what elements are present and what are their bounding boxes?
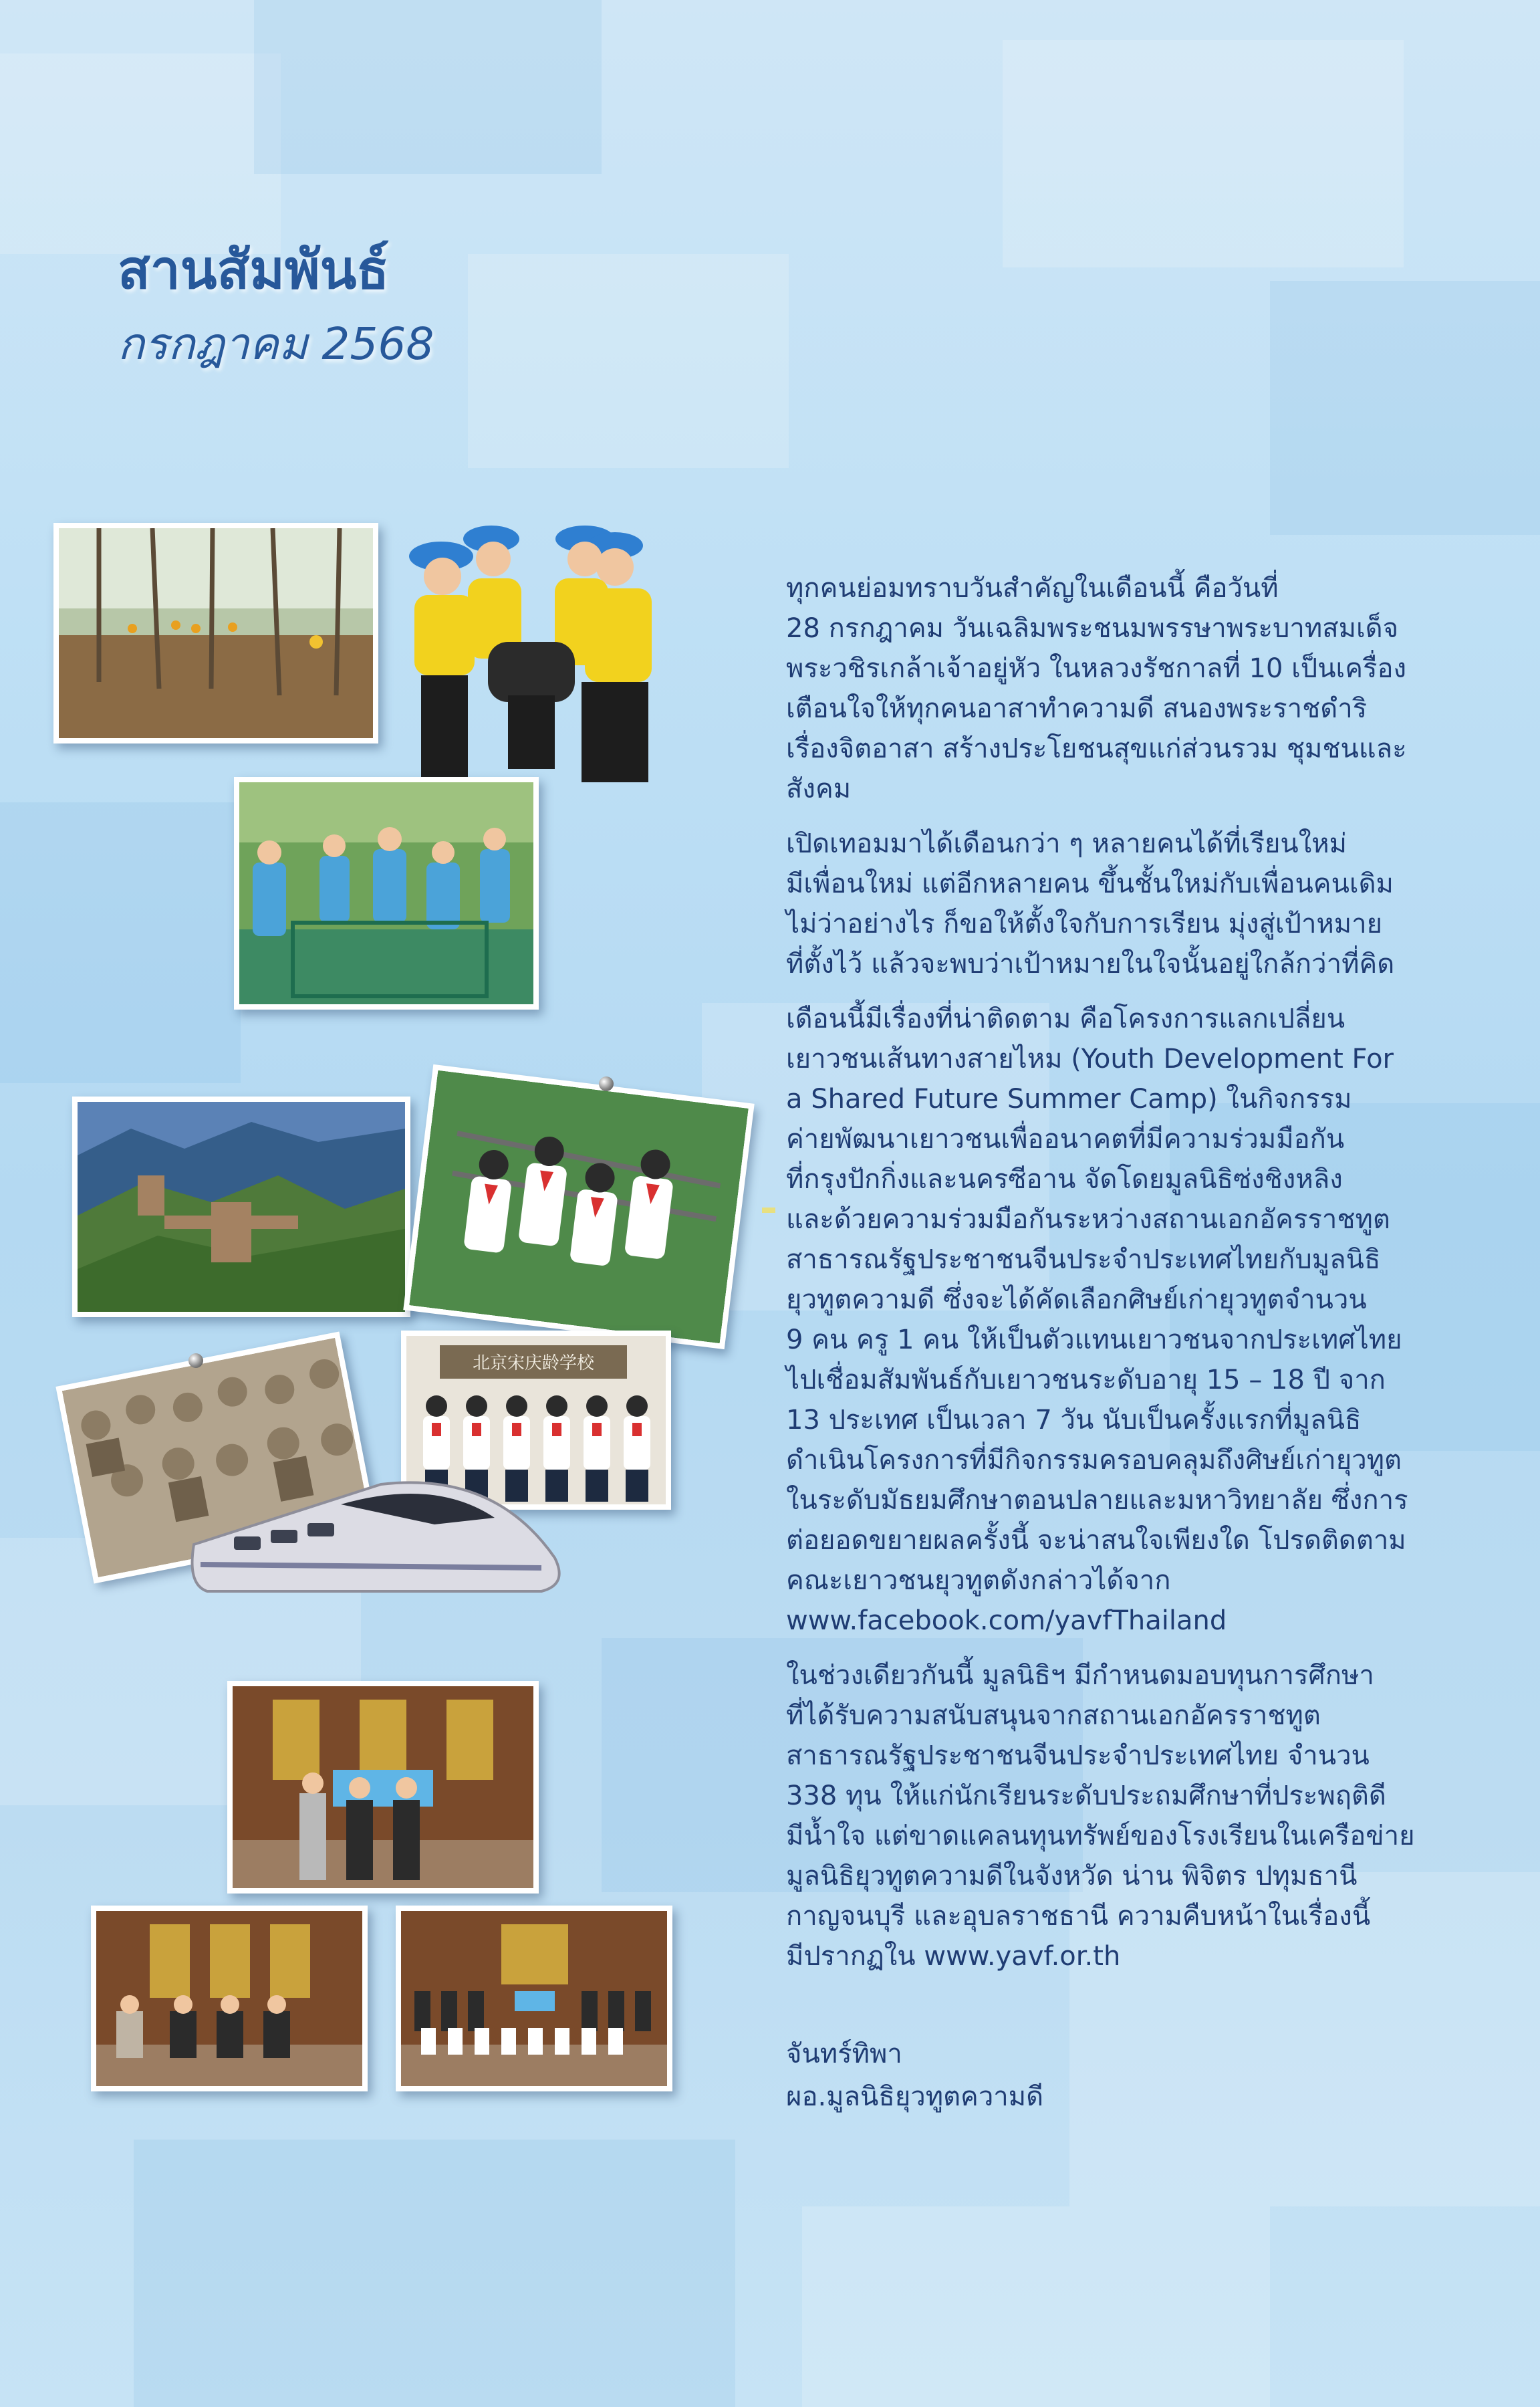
article-paragraph: ทุกคนย่อมทราบวันสำคัญในเดือนนี้ คือวันที่ 28 กรกฎาคม วันเฉลิมพระชนมพรรษาพระบาทสมเด็จ พระวชิรเกล้าเจ้าอยู่หัว ในหลวงรัชกาลที่ 10 เป็นเครื่อง เตือนใจให้ทุกคนอาสาทำความดี สนองพระราชดำริ เรื่องจิตอาสา สร้างประโยชนสุขแก่ส่วนรวม ชุมชนและ สังคม xyxy=(786,573,1407,804)
photo-volunteer-scouts xyxy=(394,515,668,782)
pin-icon xyxy=(188,1353,203,1368)
photo-high-speed-train xyxy=(180,1458,582,1618)
issue-date: กรกฎาคม 2568 xyxy=(118,318,434,370)
photo-scholarship-handover xyxy=(227,1681,539,1894)
article-body xyxy=(786,568,1481,1991)
page-title: สานสัมพันธ์ xyxy=(118,239,390,301)
school-sign: 北京宋庆龄学校 xyxy=(472,1353,594,1373)
article-paragraph: เดือนนี้มีเรื่องที่น่าติดตาม คือโครงการแลกเปลี่ยน เยาวชนเส้นทางสายไหม (Youth Development For a Shared Future Summer Camp) ในกิจกรรม ค่ายพัฒนาเยาวชนเพื่ออนาคตที่มีความร่วมมือกัน ที่กรุงปักกิ่งและนครซีอาน จัดโดยมูลนิธิซ่งชิงหลิง และด้วยความร่วมมือกันระหว่างสถานเอกอัครราชทูต สาธารณรัฐประชาชนจีนประจำประเทศไทยกับมูลนิธิ ยุวทูตความดี ซึ่งจะได้คัดเลือกศิษย์เก่ายุวทูตจำนวน 9 คน ครู 1 คน ให้เป็นตัวแทนเยาวชนจากประเทศไทย ไปเชื่อมสัมพันธ์กับเยาวชนระดับอายุ 15 – 18 ปี จาก 13 ประเทศ เป็นเวลา 7 วัน นับเป็นครั้งแรกที่มูลนิธิ ดำเนินโครงการที่มีกิจกรรมครอบคลุมถึงศิษย์เก่ายุวทูต ในระดับมัธยมศึกษาตอนปลายและมหาวิทยาลัย ซึ่งการ ต่อยอดขยายผลครั้งนี้ จะน่าสนใจเพียงใด โปรดติดตาม คณะเยาวชนยุวทูตดังกล่าวได้จาก www.facebook.com/yavfThailand xyxy=(786,1004,1408,1636)
photo-group-students xyxy=(396,1906,672,2091)
article-paragraph: ในช่วงเดียวกันนี้ มูลนิธิฯ มีกำหนดมอบทุนการศึกษา ที่ได้รับความสนับสนุนจากสถานเอกอัครราชทูต สาธารณรัฐประชาชนจีนประจำประเทศไทย จำนวน 338 ทุน ให้แก่นักเรียนระดับประถมศึกษาที่ประพฤติดี มีน้ำใจ แต่ขาดแคลนทุนทรัพย์ของโรงเรียนในเครือข่าย มูลนิธิยุวทูตความดีในจังหวัด น่าน พิจิตร ปทุมธานี กาญจนบุรี และอุบลราชธานี ความคืบหน้าในเรื่องนี้ มีปรากฏใน www.yavf.or.th xyxy=(786,1660,1415,1972)
page-header xyxy=(118,241,434,379)
photo-forest-cleanup xyxy=(53,523,378,743)
pin-icon xyxy=(599,1076,614,1091)
photo-students-bench xyxy=(403,1064,754,1349)
photo-embassy-meeting xyxy=(91,1906,368,2091)
decorative-mark xyxy=(762,1208,775,1213)
signature-name: จันทร์ทิพา xyxy=(786,2039,902,2069)
article-paragraph: เปิดเทอมมาได้เดือนกว่า ๆ หลายคนได้ที่เรียนใหม่ มีเพื่อนใหม่ แต่อีกหลายคน ขึ้นชั้นใหม่กับเพื่อนคนเดิม ไม่ว่าอย่างไร ก็ขอให้ตั้งใจกับการเรียน มุ่งสู่เป้าหมาย ที่ตั้งไว้ แล้วจะพบว่าเป้าหมายในใจนั้นอยู่ใกล้กว่าที่คิด xyxy=(786,828,1395,980)
photo-great-wall xyxy=(72,1097,410,1317)
photo-kids-gardening xyxy=(234,777,539,1010)
signature-position: ผอ.มูลนิธิยุวทูตความดี xyxy=(786,2081,1044,2112)
signature-block xyxy=(786,2033,1043,2118)
